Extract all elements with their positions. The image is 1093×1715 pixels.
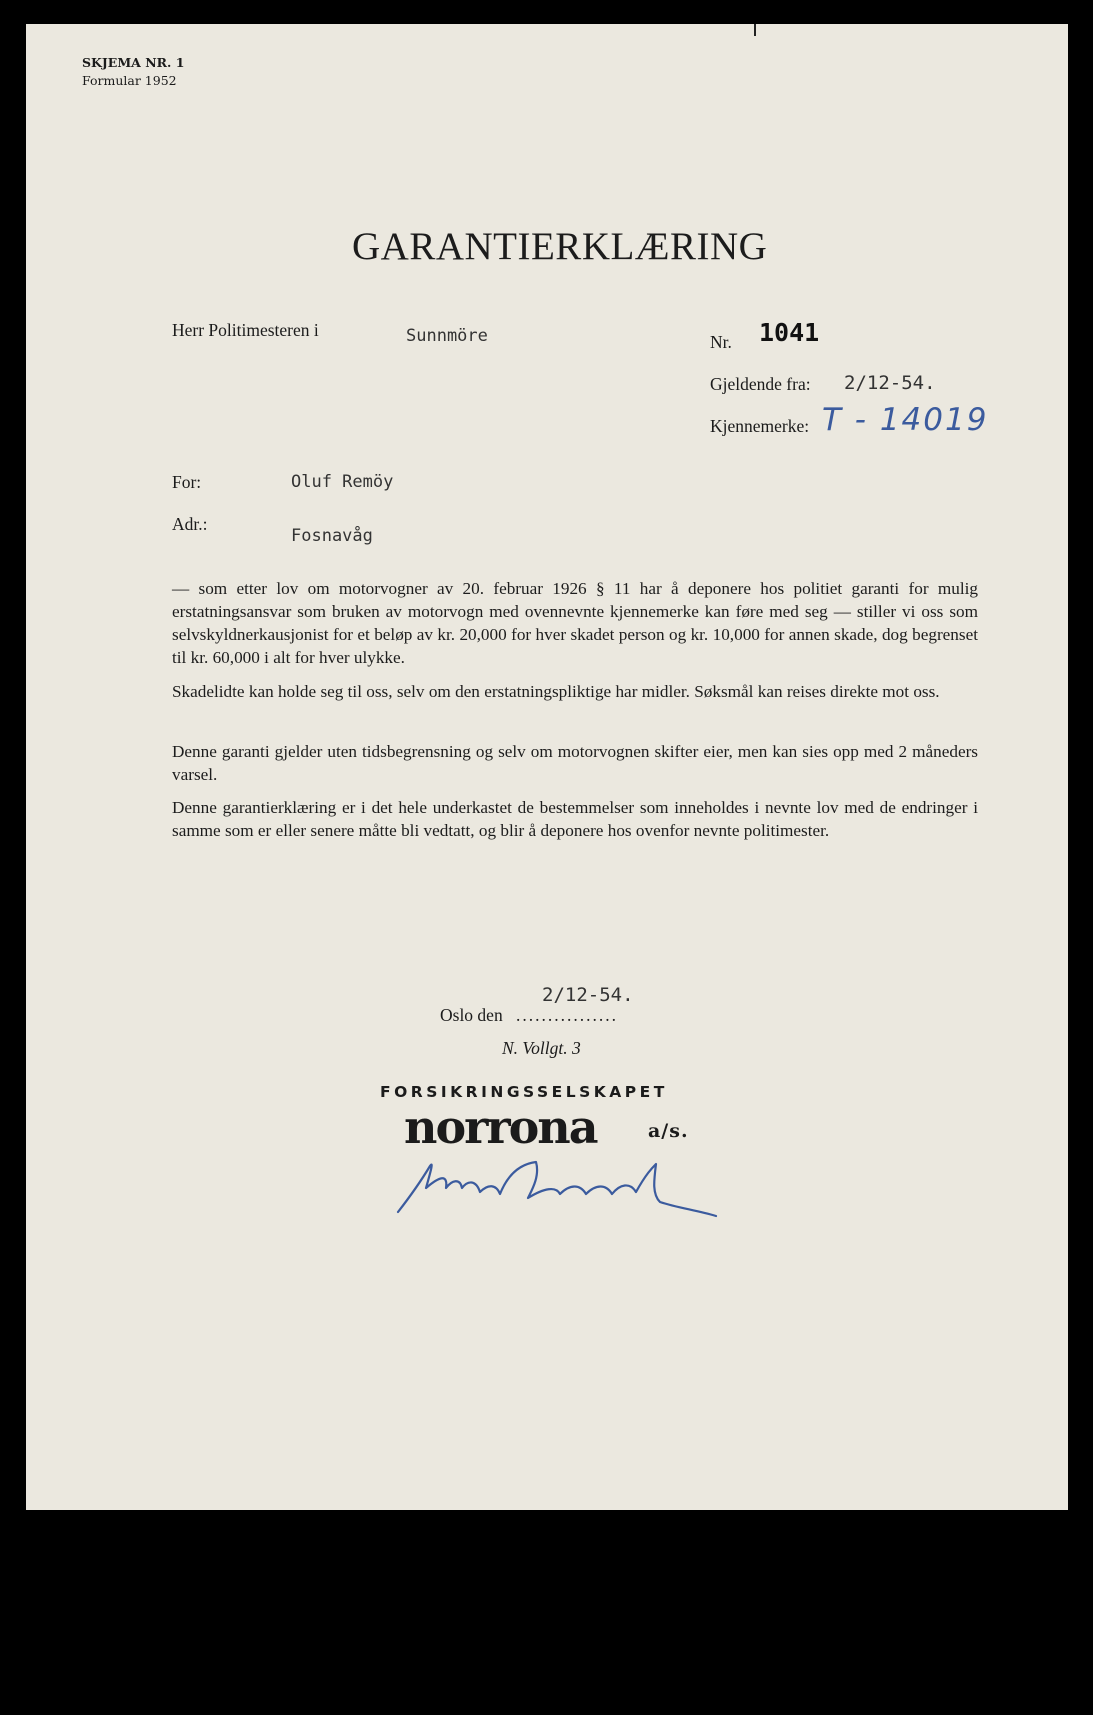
company-label: FORSIKRINGSSELSKAPET <box>380 1083 668 1101</box>
number-value: 1041 <box>759 318 820 347</box>
unused-23 <box>122 1710 123 1711</box>
signing-date: 2/12-54. <box>542 984 634 1006</box>
document-page <box>26 24 1068 1510</box>
for-label: For: <box>172 472 202 492</box>
paragraph-law: Denne garantierklæring er i det hele underkastet de bestemmelser som inneholdes i nevnte lov med de endringer i samme som er eller senere måtte bli vedtatt, og blir å deponere hos ovenfor nevnte politimester. <box>172 798 978 840</box>
company-logo: norrona <box>404 1100 597 1154</box>
document-title: GARANTIERKLÆRING <box>352 225 768 268</box>
signature <box>390 1154 720 1220</box>
unused-3 <box>122 1712 123 1713</box>
tick-mark <box>754 24 756 36</box>
company-logo-suffix: a/s. <box>648 1120 689 1142</box>
valid-from-value: 2/12-54. <box>844 372 936 394</box>
signing-dotted-line: ................ <box>516 1005 618 1025</box>
unused-6 <box>120 1710 121 1711</box>
signing-place-label: Oslo den <box>440 1005 503 1025</box>
address-label: Adr.: <box>172 514 208 534</box>
addressee-label: Herr Politimesteren i <box>172 320 319 340</box>
paragraph-claimants: Skadelidte kan holde seg til oss, selv om den erstatningspliktige har midler. Søksmål kan reises direkte mot oss. <box>172 682 940 701</box>
registration-value: T - 14019 <box>822 402 989 438</box>
unused-21 <box>124 1710 125 1711</box>
for-value: Oluf Remöy <box>291 472 394 492</box>
form-year: Formular 1952 <box>82 73 177 88</box>
address-value: Fosnavåg <box>291 526 373 546</box>
number-label: Nr. <box>710 332 732 352</box>
paragraph-liability: — som etter lov om motorvogner av 20. februar 1926 § 11 har å deponere hos politiet garanti for mulig erstatningsansvar som bruken av motorvogn med ovennevnte kjennemerke kan føre med seg — stiller vi oss som selvskyldnerkausjonist for et beløp av kr. 20,000 for hver skadet person og kr. 10,000 for annen skade, dog begrenset til kr. 60,000 i alt for hver ulykke. <box>172 579 978 667</box>
form-schema-number: SKJEMA NR. 1 <box>82 55 185 70</box>
paragraph-duration: Denne garanti gjelder uten tidsbegrensning og selv om motorvognen skifter eier, men kan sies opp med 2 måneders varsel. <box>172 742 978 784</box>
addressee-value: Sunnmöre <box>406 326 488 346</box>
company-address: N. Vollgt. 3 <box>502 1038 581 1058</box>
valid-from-label: Gjeldende fra: <box>710 374 811 394</box>
registration-label: Kjennemerke: <box>710 416 810 436</box>
